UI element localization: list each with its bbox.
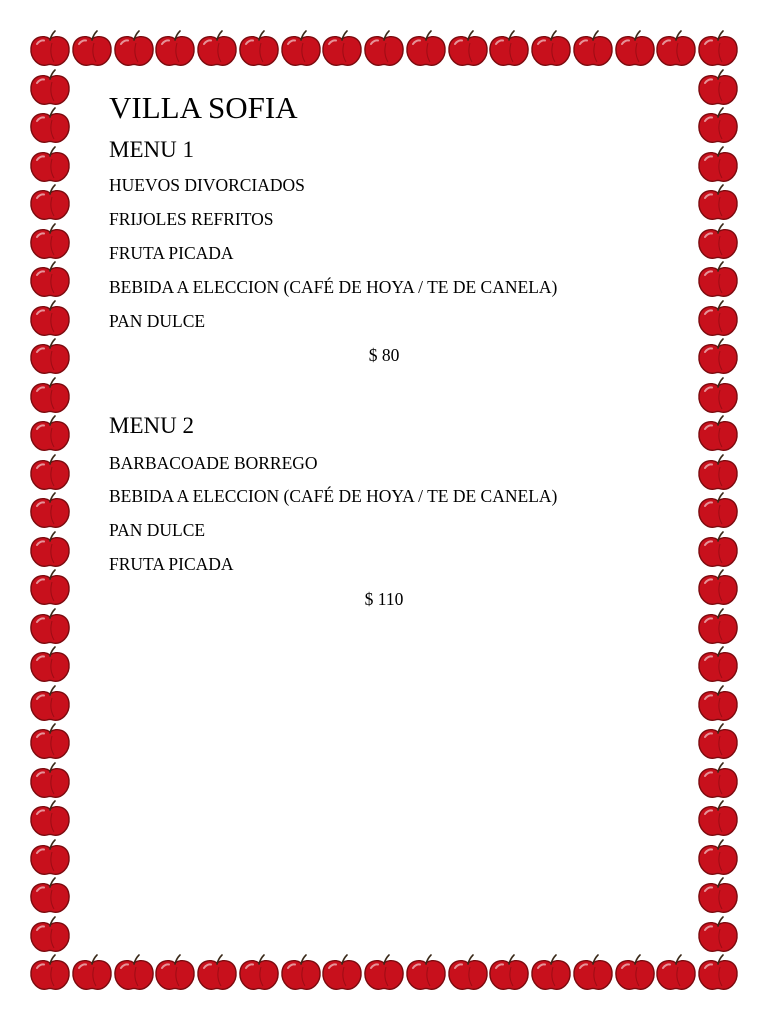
menu-item: HUEVOS DIVORCIADOS [109, 175, 305, 195]
apple-icon [153, 30, 197, 68]
apple-icon [28, 107, 72, 145]
apple-icon [28, 261, 72, 299]
apple-icon [696, 916, 740, 954]
apple-icon [362, 954, 406, 992]
menu-item: FRIJOLES REFRITOS [109, 209, 274, 229]
apple-icon [529, 30, 573, 68]
apple-icon [28, 916, 72, 954]
apple-icon [28, 454, 72, 492]
apple-icon [28, 492, 72, 530]
apple-icon [696, 107, 740, 145]
apple-icon [696, 800, 740, 838]
apple-icon [446, 30, 490, 68]
apple-icon [195, 30, 239, 68]
apple-icon [28, 300, 72, 338]
apple-icon [654, 954, 698, 992]
apple-icon [654, 30, 698, 68]
apple-icon [487, 954, 531, 992]
apple-icon [696, 685, 740, 723]
apple-icon [696, 492, 740, 530]
apple-icon [613, 30, 657, 68]
apple-icon [696, 261, 740, 299]
apple-icon [696, 146, 740, 184]
apple-icon [696, 338, 740, 376]
apple-icon [28, 569, 72, 607]
apple-icon [404, 954, 448, 992]
apple-icon [28, 223, 72, 261]
apple-icon [571, 954, 615, 992]
apple-icon [571, 30, 615, 68]
apple-icon [28, 608, 72, 646]
apple-icon [696, 377, 740, 415]
apple-icon [28, 685, 72, 723]
apple-icon [696, 531, 740, 569]
menu-heading: MENU 1 [109, 137, 194, 162]
apple-icon [696, 223, 740, 261]
apple-icon [153, 954, 197, 992]
apple-icon [320, 30, 364, 68]
apple-icon [28, 184, 72, 222]
apple-icon [696, 723, 740, 761]
apple-icon [696, 762, 740, 800]
menu-item: PAN DULCE [109, 311, 206, 331]
apple-icon [28, 415, 72, 453]
apple-icon [70, 954, 114, 992]
apple-icon [28, 646, 72, 684]
apple-icon [696, 69, 740, 107]
apple-icon [487, 30, 531, 68]
menu-item: FRUTA PICADA [109, 243, 234, 263]
apple-icon [696, 646, 740, 684]
menu-item: PAN DULCE [109, 520, 206, 540]
menu-item: BEBIDA A ELECCION (CAFÉ DE HOYA / TE DE CANELA) [109, 486, 558, 506]
apple-icon [446, 954, 490, 992]
apple-icon [28, 531, 72, 569]
apple-icon [696, 608, 740, 646]
apple-icon [28, 877, 72, 915]
apple-icon [696, 184, 740, 222]
apple-icon [696, 454, 740, 492]
apple-icon [237, 954, 281, 992]
apple-icon [696, 954, 740, 992]
apple-icon [613, 954, 657, 992]
apple-icon [195, 954, 239, 992]
apple-icon [28, 69, 72, 107]
apple-icon [28, 723, 72, 761]
restaurant-title: VILLA SOFIA [109, 90, 298, 125]
apple-icon [28, 762, 72, 800]
apple-icon [28, 338, 72, 376]
apple-icon [28, 377, 72, 415]
apple-icon [279, 30, 323, 68]
apple-icon [28, 30, 72, 68]
menu-item: BEBIDA A ELECCION (CAFÉ DE HOYA / TE DE CANELA) [109, 277, 558, 297]
menu-item: BARBACOADE BORREGO [109, 453, 318, 473]
apple-icon [696, 300, 740, 338]
apple-icon [237, 30, 281, 68]
apple-icon [320, 954, 364, 992]
apple-icon [404, 30, 448, 68]
apple-icon [696, 839, 740, 877]
apple-icon [28, 146, 72, 184]
apple-icon [529, 954, 573, 992]
menu-heading: MENU 2 [109, 413, 194, 438]
apple-icon [696, 30, 740, 68]
apple-icon [112, 954, 156, 992]
menu-price: $ 80 [368, 345, 400, 365]
apple-icon [70, 30, 114, 68]
apple-icon [28, 954, 72, 992]
menu-item: FRUTA PICADA [109, 554, 234, 574]
apple-icon [28, 839, 72, 877]
apple-icon [362, 30, 406, 68]
apple-icon [696, 877, 740, 915]
apple-icon [696, 569, 740, 607]
apple-icon [28, 800, 72, 838]
apple-icon [279, 954, 323, 992]
menu-price: $ 110 [364, 589, 404, 609]
apple-icon [696, 415, 740, 453]
apple-icon [112, 30, 156, 68]
